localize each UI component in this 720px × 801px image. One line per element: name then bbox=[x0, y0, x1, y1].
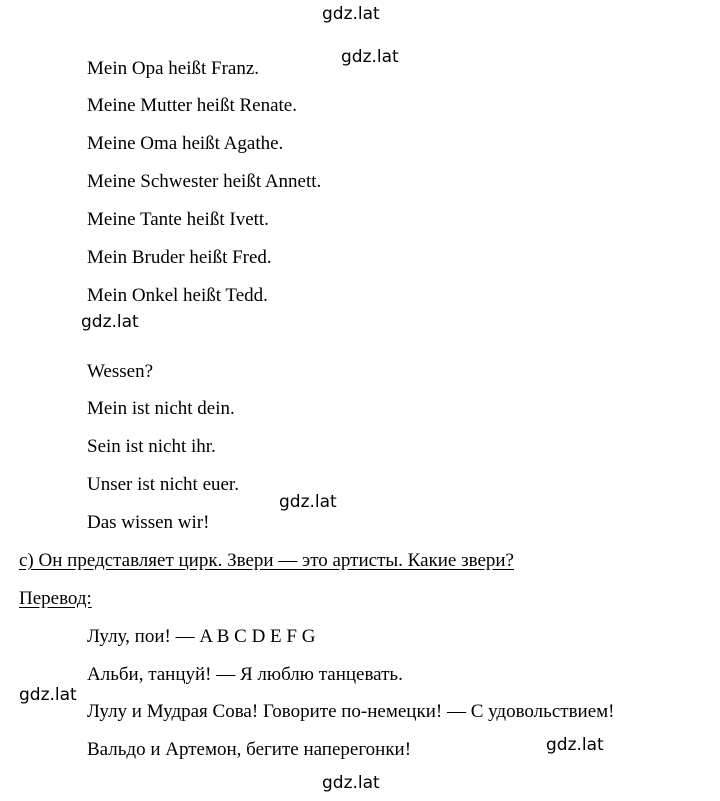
translation-line: Альби, танцуй! — Я люблю танцевать. bbox=[87, 664, 403, 685]
poem-line: Sein ist nicht ihr. bbox=[87, 436, 216, 457]
translation-line: Лулу, пои! — A B C D E F G bbox=[87, 626, 316, 647]
watermark-lower-left: gdz.lat bbox=[19, 685, 77, 705]
poem-line: Das wissen wir! bbox=[87, 512, 210, 533]
poem-line: Mein ist nicht dein. bbox=[87, 398, 235, 419]
watermark-lower-right: gdz.lat bbox=[546, 735, 604, 755]
watermark-middle-left: gdz.lat bbox=[81, 312, 139, 332]
task-c-heading: с) Он представляет цирк. Звери — это артисты. Какие звери? bbox=[19, 550, 514, 571]
poem-line: Unser ist nicht euer. bbox=[87, 474, 239, 495]
family-line: Meine Oma heißt Agathe. bbox=[87, 133, 284, 154]
watermark-top: gdz.lat bbox=[322, 4, 380, 24]
family-line: Meine Tante heißt Ivett. bbox=[87, 209, 269, 230]
family-line: Mein Opa heißt Franz. bbox=[87, 58, 260, 79]
family-line: Meine Mutter heißt Renate. bbox=[87, 95, 297, 116]
watermark-middle-center: gdz.lat bbox=[279, 492, 337, 512]
translation-line: Лулу и Мудрая Сова! Говорите по-немецки! — С удовольствием! bbox=[87, 701, 615, 722]
translation-line: Вальдо и Артемон, бегите наперегонки! bbox=[87, 739, 412, 760]
watermark-upper-right: gdz.lat bbox=[341, 47, 399, 67]
family-line: Mein Onkel heißt Tedd. bbox=[87, 285, 268, 306]
translation-label: Перевод: bbox=[19, 588, 92, 609]
watermark-bottom: gdz.lat bbox=[322, 773, 380, 793]
family-line: Meine Schwester heißt Annett. bbox=[87, 171, 322, 192]
family-line: Mein Bruder heißt Fred. bbox=[87, 247, 272, 268]
poem-line: Wessen? bbox=[87, 361, 153, 382]
